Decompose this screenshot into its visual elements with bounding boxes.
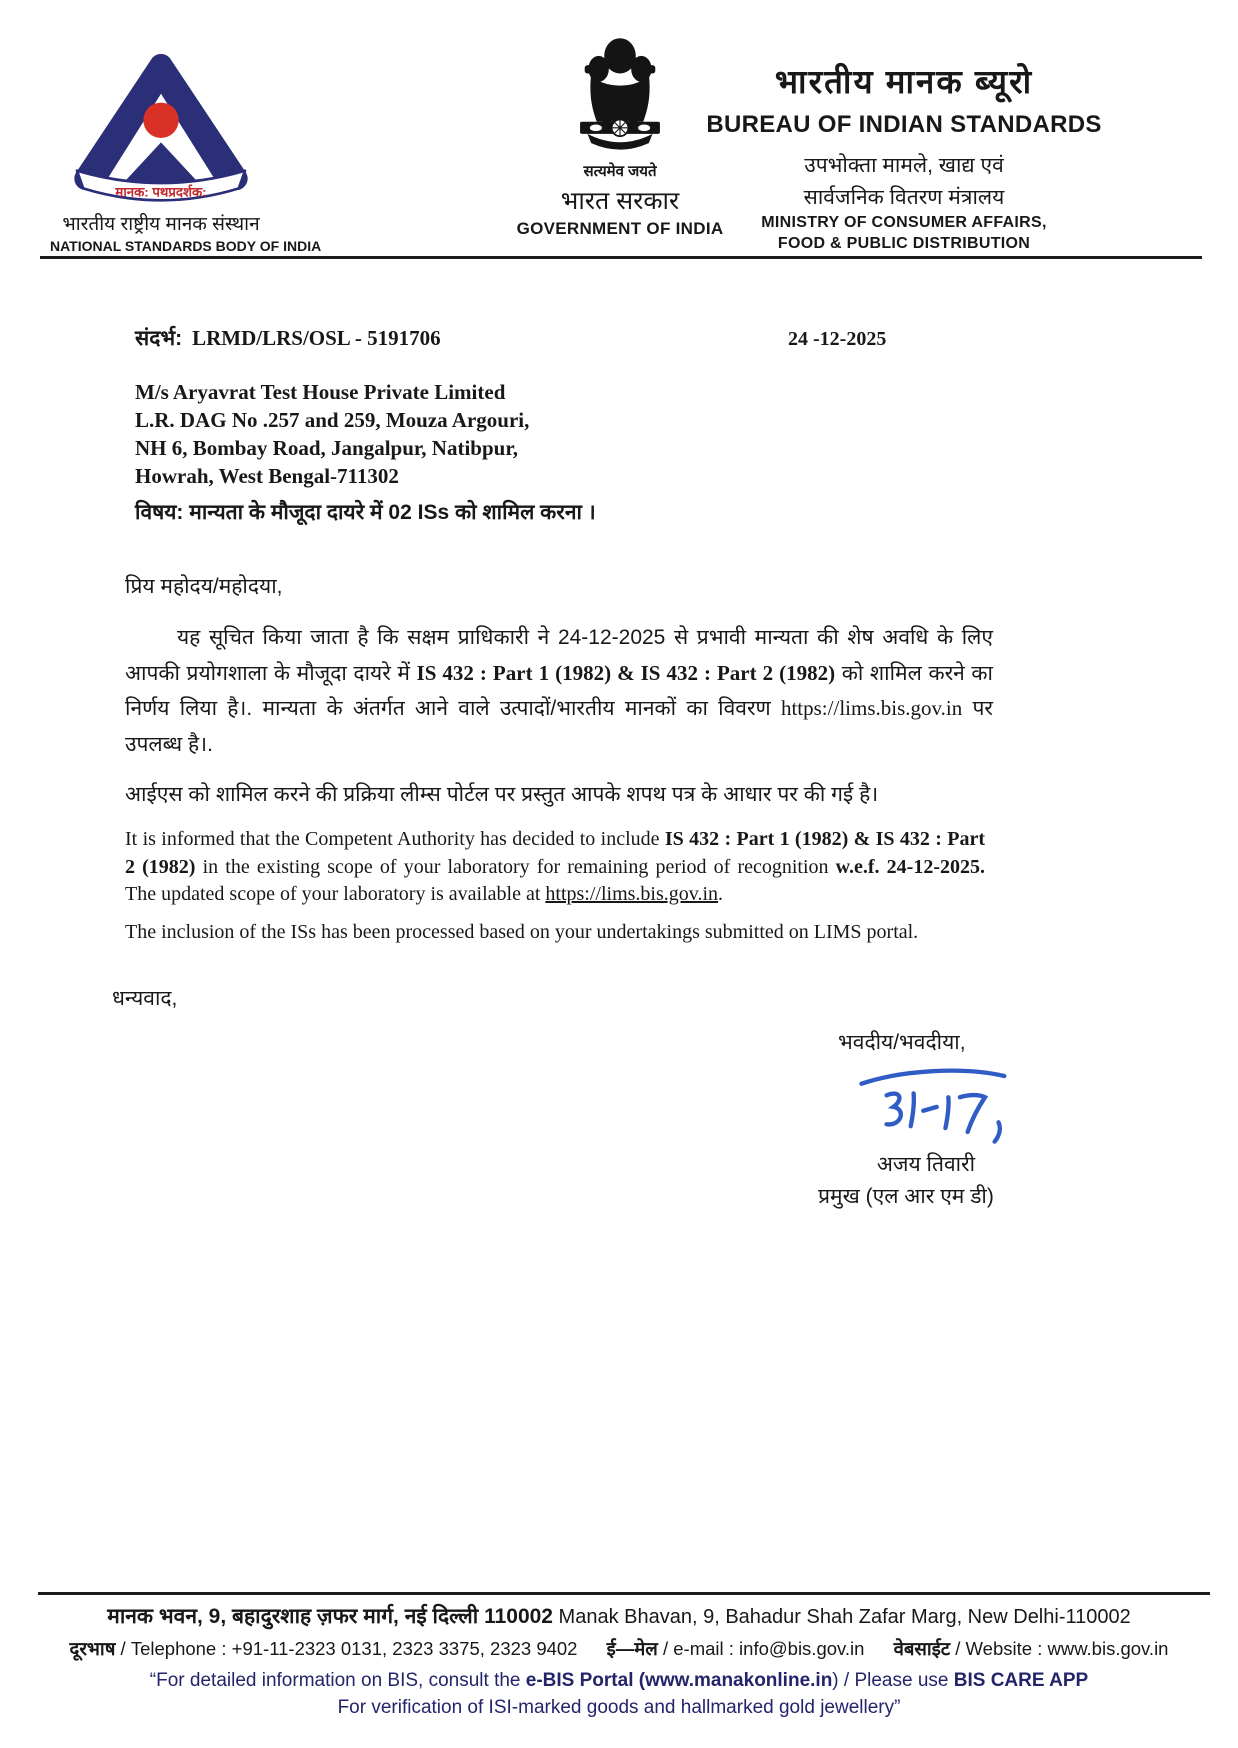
reference-label: संदर्भ: — [135, 327, 183, 350]
body-paragraph-english — [125, 826, 985, 909]
address-line: Howrah, West Bengal-711302 — [135, 464, 399, 488]
bureau-title-english: BUREAU OF INDIAN STANDARDS — [706, 111, 1102, 138]
para-english-mid2: The updated scope of your laboratory is available at — [125, 883, 546, 905]
para-hindi-end: पर उपलब्ध है।. — [125, 697, 993, 756]
footer-note-line2: For verification of ISI-marked goods and hallmarked gold jewellery” — [337, 1697, 901, 1718]
recipient-address — [135, 378, 529, 490]
header-divider — [40, 256, 1202, 259]
para-english-standards: IS 432 : Part 1 (1982) & IS 432 : Part 2 (1982) — [125, 828, 985, 878]
website-label-hindi: वेबसाईट — [893, 1638, 951, 1659]
footer-website — [894, 1638, 1169, 1659]
signatory-designation: प्रमुख (एल आर एम डी) — [818, 1185, 994, 1208]
ministry-english-line2: FOOD & PUBLIC DISTRIBUTION — [777, 235, 1031, 252]
emblem-motto: सत्यमेव जयते — [583, 163, 657, 180]
note1-mid: ) / Please use — [832, 1670, 954, 1691]
note1-ebis-portal: e-BIS Portal (www.manakonline.in — [525, 1670, 833, 1691]
footer-address-hindi: मानक भवन, 9, बहादुरशाह ज़फर मार्ग, नई दिल्ली 110002 — [107, 1605, 553, 1628]
footer-phone — [70, 1638, 578, 1659]
para-english-mid: in the existing scope of your laboratory for remaining period of recognition — [195, 855, 836, 878]
bis-logo-block — [50, 46, 322, 254]
bis-banner-text: मानक: पथप्रदर्शक: — [115, 184, 207, 200]
para-hindi-pre: यह सूचित किया जाता है कि सक्षम प्राधिकारी ने 24-12-2025 से प्रभावी मान्यता की शेष अवधि के लिए आपकी प्रयोगशाला के मौजूदा दायरे में — [125, 626, 993, 685]
website-value: www.bis.gov.in — [1047, 1638, 1169, 1659]
para-english-pre: It is informed that the Competent Authority has decided to include — [125, 828, 665, 850]
phone-numbers: +91-11-2323 0131, 2323 3375, 2323 9402 — [231, 1638, 578, 1659]
address-line: M/s Aryavrat Test House Private Limited — [135, 380, 506, 404]
lims-link: https://lims.bis.gov.in — [545, 883, 719, 905]
phone-label-english: / Telephone : — [115, 1638, 232, 1659]
email-label-hindi: ई—मेल — [606, 1638, 658, 1659]
government-hindi: भारत सरकार — [560, 187, 680, 215]
email-label-english: / e-mail : — [657, 1638, 740, 1659]
phone-label-hindi: दूरभाष — [69, 1638, 116, 1659]
bureau-title-block — [678, 58, 1130, 253]
ministry-hindi-line2: सार्वजनिक वितरण मंत्रालय — [803, 186, 1005, 209]
footer-note-line1 — [0, 1670, 1238, 1692]
address-line: NH 6, Bombay Road, Jangalpur, Natibpur, — [135, 436, 518, 460]
handwritten-signature — [848, 1060, 1012, 1148]
org-name-english: NATIONAL STANDARDS BODY OF INDIA — [50, 238, 322, 254]
ministry-english-line1: MINISTRY OF CONSUMER AFFAIRS, — [761, 214, 1047, 231]
salutation: प्रिय महोदय/महोदया, — [125, 575, 283, 598]
signatory-name: अजय तिवारी — [876, 1153, 976, 1176]
body-paragraph-hindi-2: आईएस को शामिल करने की प्रक्रिया लीम्स पोर्टल पर प्रस्तुत आपके शपथ पत्र के आधार पर की गई है। — [125, 783, 879, 806]
footer-address — [0, 1602, 1238, 1630]
letter-date: 24 -12-2025 — [788, 328, 887, 350]
bureau-title-hindi: भारतीय मानक ब्यूरो — [774, 63, 1034, 100]
website-label-english: / Website : — [950, 1638, 1048, 1659]
footer-address-english: Manak Bhavan, 9, Bahadur Shah Zafar Marg, New Delhi-110002 — [553, 1606, 1131, 1628]
reference-row — [135, 324, 441, 352]
ashoka-emblem-icon — [564, 28, 676, 158]
email-value: info@bis.gov.in — [739, 1638, 865, 1659]
body-paragraph-english-2: The inclusion of the ISs has been processed based on your undertakings submitted on LIMS portal. — [125, 921, 919, 943]
body-paragraph-hindi — [125, 620, 993, 762]
para-english-end: . — [718, 883, 724, 905]
footer-contacts — [0, 1636, 1238, 1661]
ministry-hindi-line1: उपभोक्ता मामले, खाद्य एवं — [804, 154, 1004, 177]
address-line: L.R. DAG No .257 and 259, Mouza Argouri, — [135, 408, 530, 432]
para-hindi-link: https://lims.bis.gov.in — [780, 696, 963, 720]
bis-logo-icon — [66, 46, 256, 214]
para-hindi-standards: IS 432 : Part 1 (1982) & IS 432 : Part 2 (1982) — [416, 660, 836, 685]
subject-line: विषय: मान्यता के मौजूदा दायरे में 02 ISs को शामिल करना । — [135, 501, 596, 524]
footer-divider — [38, 1592, 1210, 1595]
note1-bis-care-app: BIS CARE APP — [953, 1670, 1089, 1691]
thanks-line: धन्यवाद, — [112, 987, 178, 1010]
government-english: GOVERNMENT OF INDIA — [516, 219, 724, 238]
para-english-wef: w.e.f. 24-12-2025. — [835, 855, 985, 878]
para-hindi-mid: को शामिल करने का निर्णय लिया है।. मान्यता के अंतर्गत आने वाले उत्पादों/भारतीय मानकों का विवरण — [125, 661, 993, 720]
org-name-hindi: भारतीय राष्ट्रीय मानक संस्थान — [62, 214, 260, 235]
valediction: भवदीय/भवदीया, — [838, 1031, 966, 1054]
note1-pre: “For detailed information on BIS, consult the — [149, 1670, 526, 1691]
reference-number: LRMD/LRS/OSL - 5191706 — [192, 326, 441, 350]
footer-email — [607, 1638, 865, 1659]
